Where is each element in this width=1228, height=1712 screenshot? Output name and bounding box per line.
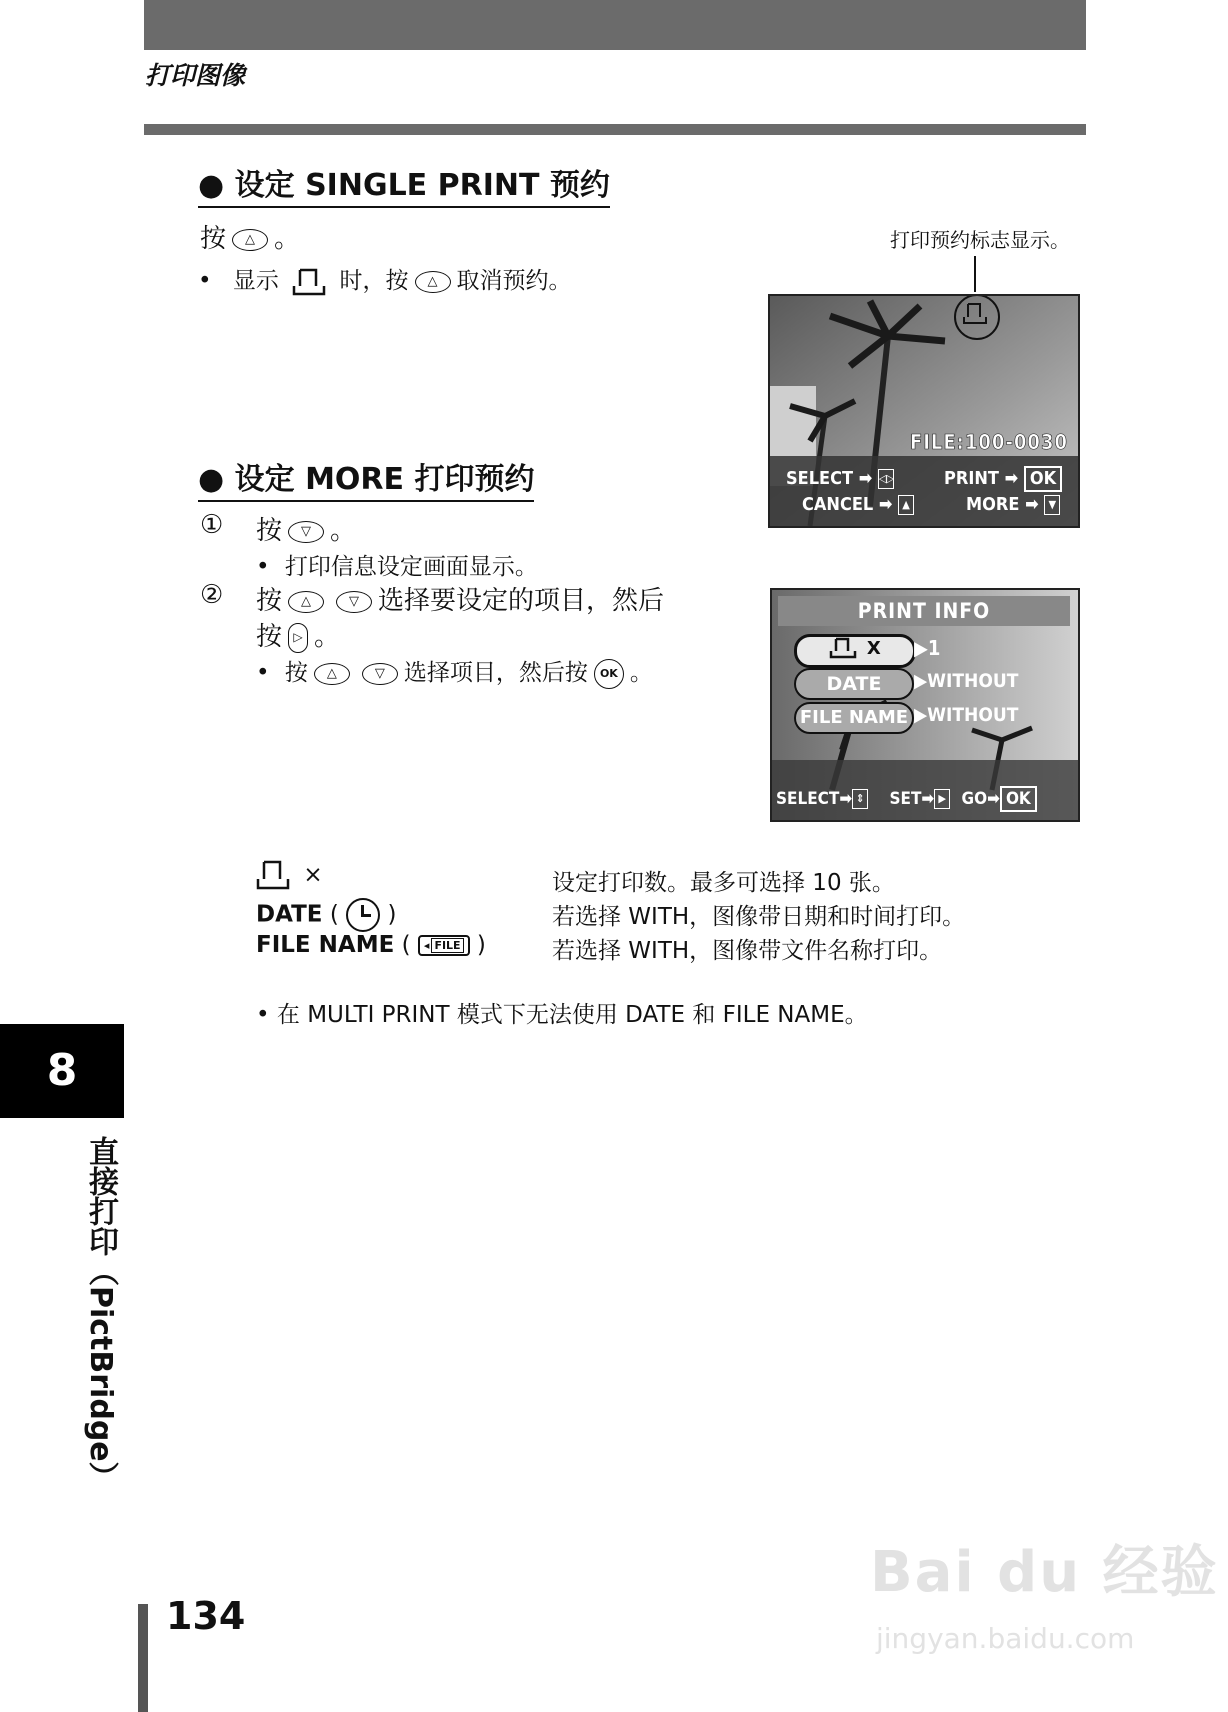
times-sign: ×: [303, 861, 323, 888]
single-press-text: 按: [200, 224, 227, 254]
step1-period: 。: [330, 516, 357, 546]
watermark-logo: Bai du 经验: [870, 1540, 1219, 1605]
clock-icon: [346, 898, 380, 932]
print-info-title: PRINT INFO: [778, 596, 1070, 626]
page-number: 134: [166, 1594, 246, 1638]
down-button-icon: ▽: [362, 663, 398, 685]
bullet-dot: •: [198, 268, 212, 294]
step1-note-text: 打印信息设定画面显示。: [284, 554, 538, 580]
step2-line2: [256, 616, 340, 653]
print-count-label: X: [866, 637, 881, 659]
lcd-screen-print-info: [770, 588, 1080, 822]
up-button-icon: ▲: [898, 495, 914, 515]
paren-close: ): [476, 932, 486, 958]
watermark-url: jingyan.baidu.com: [876, 1622, 1135, 1655]
arrow-icon: ➡: [858, 468, 873, 489]
paren-close: ): [387, 901, 397, 928]
table-row1-label: [256, 860, 323, 890]
step2-press2: 按: [256, 622, 283, 652]
caption-pointer-line: [974, 256, 976, 292]
up-down-button-icon: ⇕: [852, 789, 868, 809]
right-button-icon: ▶: [934, 789, 950, 809]
paren-open: (: [401, 932, 411, 958]
chapter-label: 直接打印（PictBridge）: [83, 1136, 118, 1492]
date-value: [914, 670, 1018, 692]
up-button-icon: △: [415, 271, 451, 293]
file-button-icon: ◂ FILE: [418, 935, 470, 956]
ok-box: OK: [1024, 466, 1062, 492]
date-term: DATE: [256, 901, 323, 928]
more-print-heading: ● 设定 MORE 打印预约: [198, 454, 534, 502]
print-reserve-icon: [829, 637, 857, 659]
menu-item-print-count[interactable]: [794, 634, 916, 668]
paren-open: (: [329, 901, 339, 928]
step2-note-a: 按: [284, 660, 308, 686]
print-reserve-icon: [256, 860, 290, 890]
select-hint: [786, 468, 894, 489]
table-row3-label: [256, 932, 486, 958]
up-button-icon: △: [288, 591, 324, 613]
file-name-term: FILE NAME: [256, 932, 395, 958]
more-hint: [966, 494, 1060, 515]
single-press-line: [200, 218, 300, 255]
ok-box: OK: [1000, 786, 1037, 812]
step1-line: [256, 510, 356, 547]
up-button-icon: △: [232, 229, 268, 251]
right-arrow-icon: ▶: [914, 670, 928, 692]
screen2-footer: [776, 786, 1074, 812]
file-name-value-text: WITHOUT: [927, 704, 1019, 726]
step2-text: 选择要设定的项目，然后: [378, 586, 665, 616]
cancel-hint: [802, 494, 914, 515]
right-button-icon: ▷: [288, 623, 308, 653]
step1-press: 按: [256, 516, 283, 546]
table-row2-label: [256, 898, 396, 932]
arrow-icon: ➡: [987, 789, 1000, 809]
set-label: SET: [889, 789, 922, 809]
cancel-label: CANCEL: [802, 494, 874, 515]
arrow-icon: ➡: [921, 789, 935, 809]
table-row1-desc: 设定打印数。最多可选择 10 张。: [552, 870, 895, 896]
arrow-icon: ➡: [1004, 468, 1019, 489]
down-button-icon: ▽: [336, 591, 372, 613]
more-label: MORE: [966, 494, 1020, 515]
date-value-text: WITHOUT: [927, 670, 1019, 692]
step2-note-c: 。: [629, 660, 653, 686]
print-count-value-text: 1: [927, 636, 941, 660]
single-period: 。: [274, 224, 301, 254]
screen1-caption: 打印预约标志显示。: [890, 228, 1070, 252]
down-button-icon: ▽: [288, 521, 324, 543]
header-top-bar: [144, 0, 1086, 50]
menu-item-date[interactable]: DATE: [794, 668, 914, 700]
chapter-tab: 8: [0, 1024, 124, 1118]
bullet-text-a: 显示: [232, 268, 279, 294]
step1-number: ①: [200, 510, 224, 540]
lcd-screen-single: [768, 294, 1080, 528]
arrow-icon: ➡: [1025, 494, 1039, 515]
step2-line: [256, 580, 664, 617]
print-hint: [944, 466, 1062, 492]
print-reserve-icon: [292, 268, 326, 296]
bullet-text-b: 时，按: [339, 268, 409, 294]
right-arrow-icon: ▶: [914, 636, 928, 660]
bullet-dot: •: [256, 660, 270, 686]
multi-print-note: • 在 MULTI PRINT 模式下无法使用 DATE 和 FILE NAME。: [256, 1002, 868, 1028]
menu-item-file-name[interactable]: FILE NAME: [794, 702, 914, 734]
step2-note: [256, 654, 653, 689]
print-reserve-icon: [962, 302, 988, 326]
arrow-icon: ➡: [878, 494, 893, 515]
bullet-dot: •: [256, 554, 270, 580]
file-icon-text: FILE: [431, 938, 463, 953]
print-label: PRINT: [944, 468, 999, 489]
single-print-heading: ● 设定 SINGLE PRINT 预约: [198, 160, 610, 208]
bullet-text-c: 取消预约。: [456, 268, 572, 294]
step2-number: ②: [200, 580, 224, 610]
select-label: SELECT: [786, 468, 854, 489]
down-button-icon: ▼: [1044, 495, 1060, 515]
select-label: SELECT: [776, 789, 840, 809]
table-row2-desc: 若选择 WITH，图像带日期和时间打印。: [552, 904, 966, 930]
right-arrow-icon: ▶: [914, 704, 928, 726]
file-name-value: [914, 704, 1018, 726]
step2-period: 。: [314, 622, 341, 652]
file-number: FILE:100-0030: [909, 430, 1068, 454]
arrow-icon: ➡: [839, 789, 853, 809]
up-button-icon: △: [314, 663, 350, 685]
left-right-button-icon: ◁▷: [878, 469, 894, 489]
step2-note-b: 选择项目，然后按: [403, 660, 588, 686]
step2-press: 按: [256, 586, 283, 616]
table-row3-desc: 若选择 WITH，图像带文件名称打印。: [552, 938, 943, 964]
single-bullet: [198, 262, 572, 296]
header-rule: [144, 124, 1086, 135]
print-count-value: [914, 636, 940, 660]
step1-note: [256, 548, 538, 581]
page-number-bar: [138, 1604, 148, 1712]
running-header-title: 打印图像: [145, 61, 246, 90]
go-label: GO: [961, 789, 988, 809]
ok-button-icon: OK: [594, 659, 624, 689]
